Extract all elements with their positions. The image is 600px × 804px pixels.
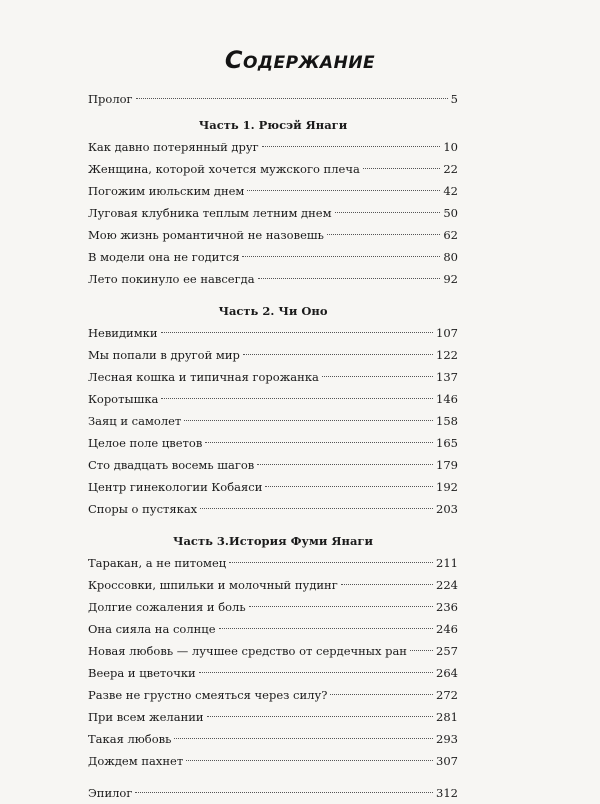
toc-entry xyxy=(88,158,458,180)
dot-leader xyxy=(229,562,433,563)
toc-entry-page: 257 xyxy=(436,644,458,658)
toc-entry-page: 50 xyxy=(443,206,458,220)
dot-leader xyxy=(265,486,433,487)
dot-leader xyxy=(161,332,434,333)
toc-entry-title: Такая любовь xyxy=(88,732,172,746)
dot-leader xyxy=(247,190,440,191)
toc-entry-title: Долгие сожаления и боль xyxy=(88,600,246,614)
toc-entry-title: Лесная кошка и типичная горожанка xyxy=(88,370,319,384)
toc-entry xyxy=(88,684,458,706)
toc-entry xyxy=(88,344,458,366)
toc-entry-page: 312 xyxy=(436,786,458,800)
toc-entry-page: 246 xyxy=(436,622,458,636)
toc-entry-page: 80 xyxy=(443,250,458,264)
toc-entry-page: 236 xyxy=(436,600,458,614)
toc-entry-title: В модели она не годится xyxy=(88,250,240,264)
toc-entry xyxy=(88,246,458,268)
toc-entry-epilog xyxy=(88,782,458,804)
toc-entry xyxy=(88,202,458,224)
toc-entry-page: 192 xyxy=(436,480,458,494)
toc-entry xyxy=(88,750,458,772)
toc-entry-page: 158 xyxy=(436,414,458,428)
dot-leader xyxy=(242,256,440,257)
dot-leader xyxy=(341,584,433,585)
dot-leader xyxy=(199,672,433,673)
toc-entry-title: Веера и цветочки xyxy=(88,666,196,680)
toc-entry-page: 62 xyxy=(443,228,458,242)
toc-entry xyxy=(88,596,458,618)
page-title: Содержание xyxy=(224,46,376,74)
dot-leader xyxy=(363,168,441,169)
toc-entry-page: 224 xyxy=(436,578,458,592)
toc-entry-title: Погожим июльским днем xyxy=(88,184,245,198)
toc-entry-title: Центр гинекологии Кобаяси xyxy=(88,480,263,494)
toc-entry-title: Коротышка xyxy=(88,392,159,406)
toc-entry-title: Споры о пустяках xyxy=(88,502,198,516)
dot-leader xyxy=(330,694,433,695)
toc-entry-page: 92 xyxy=(443,272,458,286)
toc-entry-title: Женщина, которой хочется мужского плеча xyxy=(88,162,360,176)
dot-leader xyxy=(335,212,441,213)
toc-entry xyxy=(88,662,458,684)
part-heading-1: Часть 1. Рюсэй Янаги xyxy=(198,118,348,132)
table-of-contents xyxy=(88,88,458,804)
toc-entry xyxy=(88,706,458,728)
toc-entry-title: Мы попали в другой мир xyxy=(88,348,240,362)
toc-entry-title: Луговая клубника теплым летним днем xyxy=(88,206,332,220)
toc-entry-page: 165 xyxy=(436,436,458,450)
toc-entry-title: Целое поле цветов xyxy=(88,436,203,450)
toc-entry-title: Она сияла на солнце xyxy=(88,622,216,636)
toc-entry-title: Таракан, а не питомец xyxy=(88,556,227,570)
toc-entry-title: Кроссовки, шпильки и молочный пудинг xyxy=(88,578,338,592)
toc-entry-title: Разве не грустно смеяться через силу? xyxy=(88,688,328,702)
toc-entry-title: Заяц и самолет xyxy=(88,414,182,428)
dot-leader xyxy=(184,420,433,421)
toc-entry-title: Как давно потерянный друг xyxy=(88,140,259,154)
toc-entry xyxy=(88,640,458,662)
dot-leader xyxy=(219,628,434,629)
dot-leader xyxy=(262,146,441,147)
toc-entry xyxy=(88,618,458,640)
toc-entry-prolog xyxy=(88,88,458,110)
dot-leader xyxy=(243,354,433,355)
dot-leader xyxy=(257,464,433,465)
part-heading-3: Часть 3.История Фуми Янаги xyxy=(172,534,373,548)
toc-entry-title: Мою жизнь романтичной не назовешь xyxy=(88,228,324,242)
toc-entry-page: 307 xyxy=(436,754,458,768)
toc-entry xyxy=(88,552,458,574)
toc-entry xyxy=(88,268,458,290)
toc-entry xyxy=(88,454,458,476)
part-heading-2: Часть 2. Чи Оно xyxy=(218,304,328,318)
toc-entry-title: Сто двадцать восемь шагов xyxy=(88,458,255,472)
toc-entry-title: Лето покинуло ее навсегда xyxy=(88,272,255,286)
dot-leader xyxy=(327,234,441,235)
toc-entry-page: 122 xyxy=(436,348,458,362)
toc-entry-title: Пролог xyxy=(88,92,133,106)
toc-entry-title: Эпилог xyxy=(88,786,133,800)
dot-leader xyxy=(174,738,433,739)
toc-entry xyxy=(88,224,458,246)
toc-entry xyxy=(88,728,458,750)
toc-entry xyxy=(88,476,458,498)
toc-entry xyxy=(88,432,458,454)
toc-entry-page: 42 xyxy=(443,184,458,198)
dot-leader xyxy=(186,760,433,761)
toc-entry-page: 281 xyxy=(436,710,458,724)
toc-entry-page: 264 xyxy=(436,666,458,680)
toc-entry-page: 22 xyxy=(443,162,458,176)
toc-entry-title: Дождем пахнет xyxy=(88,754,184,768)
toc-entry-title: При всем желании xyxy=(88,710,204,724)
toc-entry-page: 179 xyxy=(436,458,458,472)
toc-entry xyxy=(88,410,458,432)
dot-leader xyxy=(200,508,433,509)
toc-entry xyxy=(88,388,458,410)
toc-entry-title: Новая любовь — лучшее средство от сердечных ран xyxy=(88,644,407,658)
toc-entry-page: 10 xyxy=(443,140,458,154)
toc-entry xyxy=(88,498,458,520)
dot-leader xyxy=(249,606,433,607)
dot-leader xyxy=(161,398,433,399)
dot-leader xyxy=(322,376,433,377)
toc-entry xyxy=(88,366,458,388)
dot-leader xyxy=(135,792,433,793)
toc-entry-page: 211 xyxy=(436,556,458,570)
toc-entry-title: Невидимки xyxy=(88,326,158,340)
dot-leader xyxy=(207,716,433,717)
toc-entry xyxy=(88,136,458,158)
toc-entry xyxy=(88,574,458,596)
toc-entry-page: 203 xyxy=(436,502,458,516)
toc-entry-page: 137 xyxy=(436,370,458,384)
dot-leader xyxy=(205,442,433,443)
toc-entry-page: 5 xyxy=(450,92,458,106)
toc-entry xyxy=(88,180,458,202)
dot-leader xyxy=(410,650,433,651)
toc-entry-page: 146 xyxy=(436,392,458,406)
toc-entry xyxy=(88,322,458,344)
dot-leader xyxy=(136,98,448,99)
toc-entry-page: 293 xyxy=(436,732,458,746)
dot-leader xyxy=(258,278,441,279)
toc-entry-page: 272 xyxy=(436,688,458,702)
toc-entry-page: 107 xyxy=(436,326,458,340)
